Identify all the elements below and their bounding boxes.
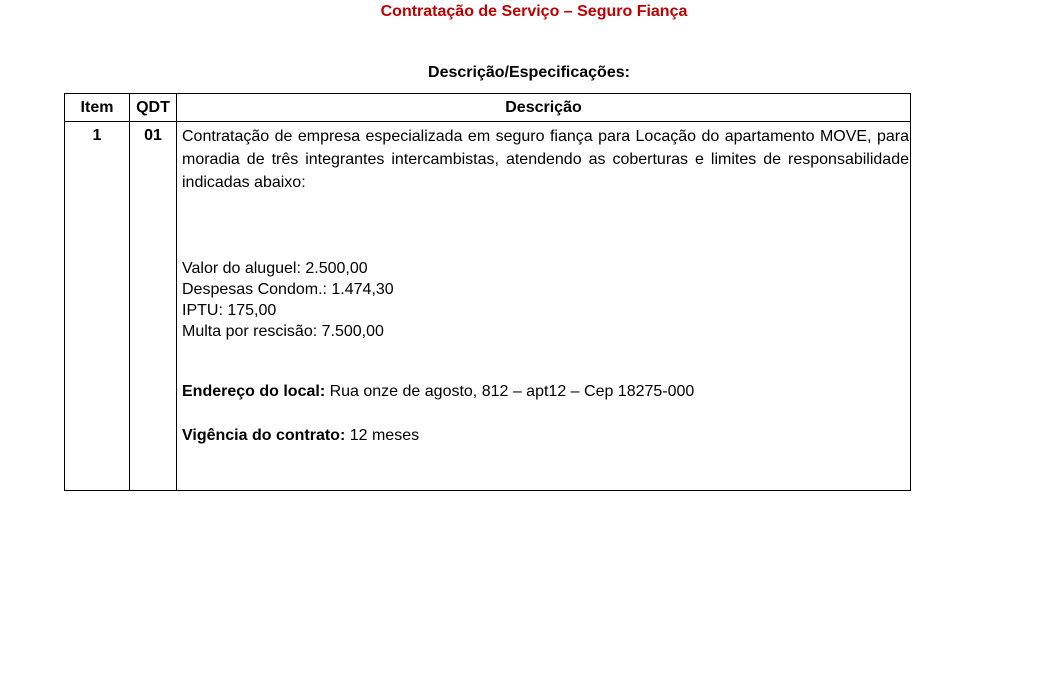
specification-table [64,93,911,491]
table-header-row [65,94,911,122]
address-label: Endereço do local: [182,383,326,400]
validity-value: 12 meses [345,427,420,444]
termination-fine-value: Multa por rescisão: 7.500,00 [182,323,384,340]
address-line [182,381,909,402]
description-intro: Contratação de empresa especializada em seguro fiança para Locação do apartamento MOVE, para moradia de três integrantes intercambistas, atendendo as coberturas e limites de responsabilidade indicadas abaixo: [182,128,909,191]
table-row [65,122,911,491]
row-description [177,122,911,491]
validity-line [182,425,909,446]
document-title: Contratação de Serviço – Seguro Fiança [380,3,688,20]
header-description: Descrição [177,94,911,122]
row-item-number: 1 [65,122,130,491]
condo-expenses-value: Despesas Condom.: 1.474,30 [182,281,394,298]
row-quantity: 01 [130,122,177,491]
section-heading: Descrição/Especificações: [428,64,630,81]
address-value: Rua onze de agosto, 812 – apt12 – Cep 18275-000 [325,383,695,400]
header-qty: QDT [130,94,177,122]
iptu-value: IPTU: 175,00 [182,302,277,319]
coverage-values [182,258,909,342]
validity-label: Vigência do contrato: [182,427,346,444]
rent-value: Valor do aluguel: 2.500,00 [182,260,368,277]
header-item: Item [65,94,130,122]
